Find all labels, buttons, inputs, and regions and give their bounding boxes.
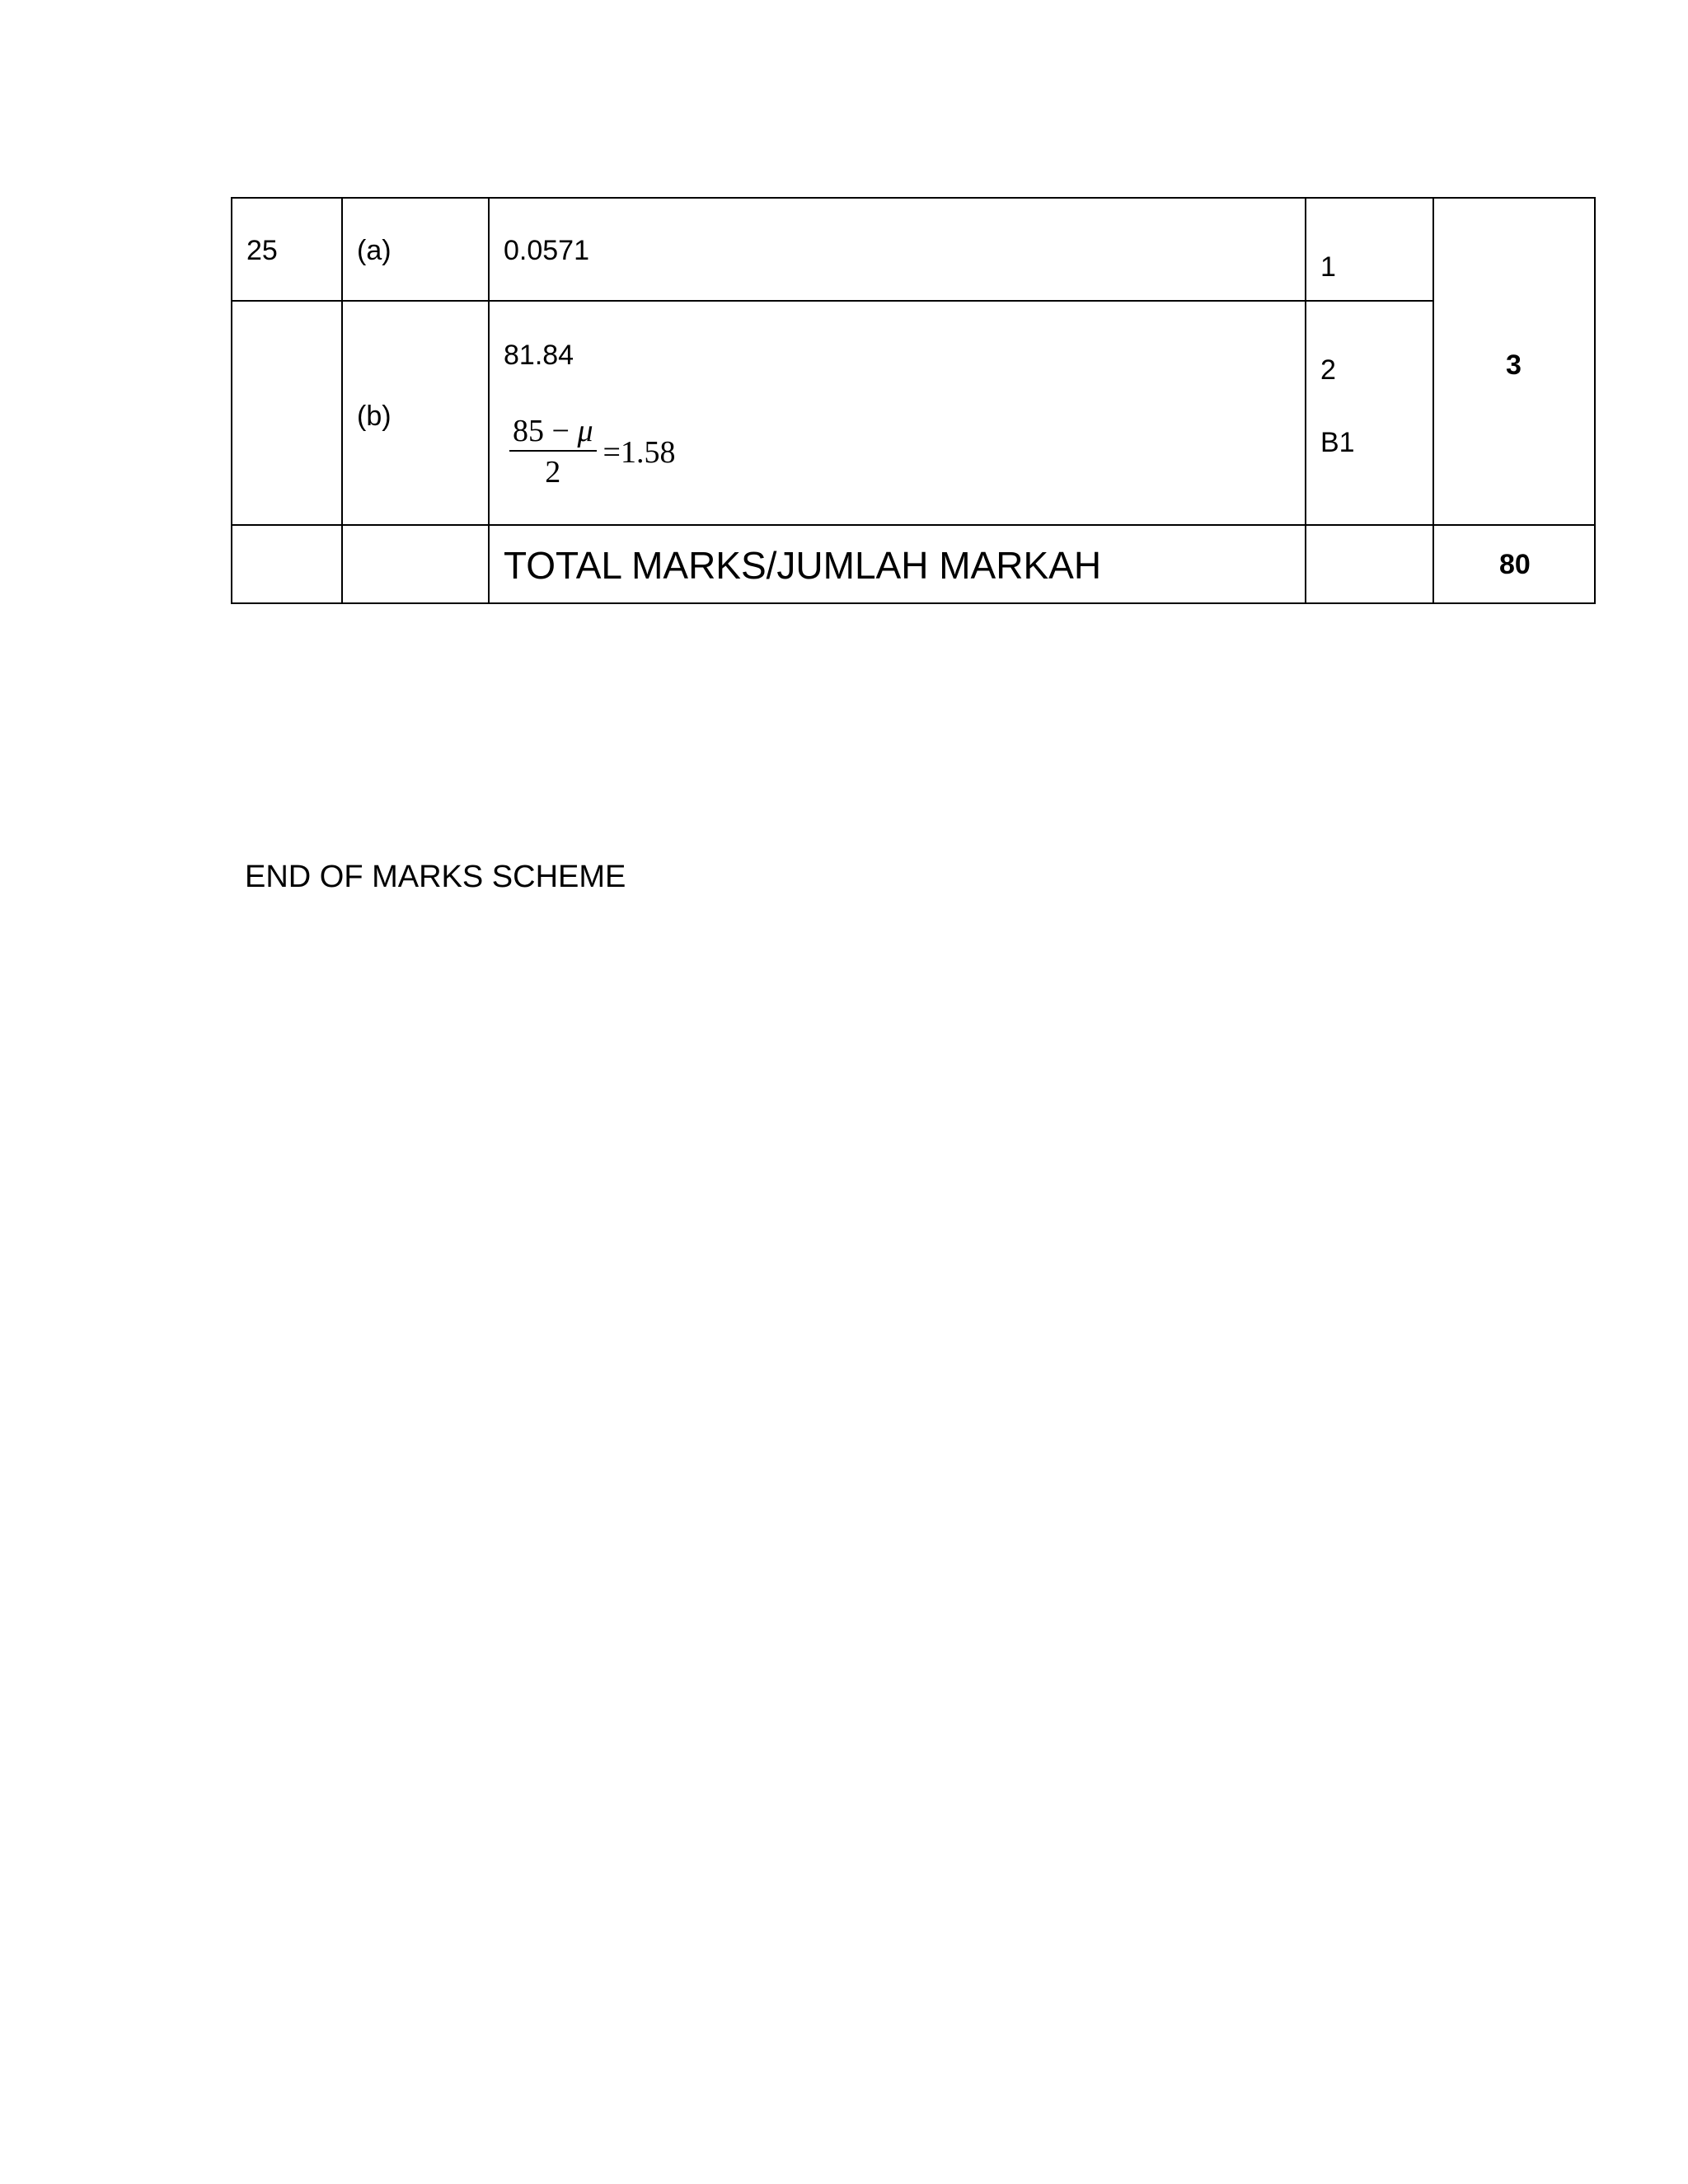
question-number: 25	[246, 235, 278, 266]
mark-cell	[1306, 301, 1433, 525]
equation-numerator: 85 −	[513, 414, 570, 448]
part-label-a: (a)	[357, 235, 392, 266]
empty-cell	[232, 525, 342, 603]
question-number-cell	[232, 198, 342, 301]
part-label-b: (b)	[357, 401, 392, 432]
answer-b: 81.84	[504, 340, 574, 371]
part-cell	[342, 301, 489, 525]
table-row-total	[232, 525, 1595, 603]
equation-denominator: 2	[545, 455, 561, 490]
marking-scheme-table	[231, 197, 1596, 604]
total-marks-value: 80	[1499, 549, 1531, 580]
total-label-cell	[489, 525, 1306, 603]
mark-a: 1	[1320, 251, 1336, 283]
working-equation	[509, 415, 675, 488]
question-number-cell	[232, 301, 342, 525]
answer-cell	[489, 198, 1306, 301]
equation-mu: μ	[577, 414, 593, 448]
mark-b: 2	[1320, 354, 1336, 386]
end-of-scheme-text: END OF MARKS SCHEME	[245, 860, 626, 894]
table-row-25a	[232, 198, 1595, 301]
sub-mark-b1: B1	[1320, 427, 1355, 458]
part-cell	[342, 198, 489, 301]
answer-cell	[489, 301, 1306, 525]
table-row-25b	[232, 301, 1595, 525]
total-marks-label: TOTAL MARKS/JUMLAH MARKAH	[504, 544, 1102, 587]
equation-result: =1.58	[603, 435, 676, 470]
answer-a: 0.0571	[504, 235, 589, 266]
empty-cell	[342, 525, 489, 603]
total-value-cell	[1433, 525, 1595, 603]
question-total: 3	[1506, 349, 1522, 381]
mark-cell	[1306, 198, 1433, 301]
empty-cell	[1306, 525, 1433, 603]
question-total-cell	[1433, 198, 1595, 525]
